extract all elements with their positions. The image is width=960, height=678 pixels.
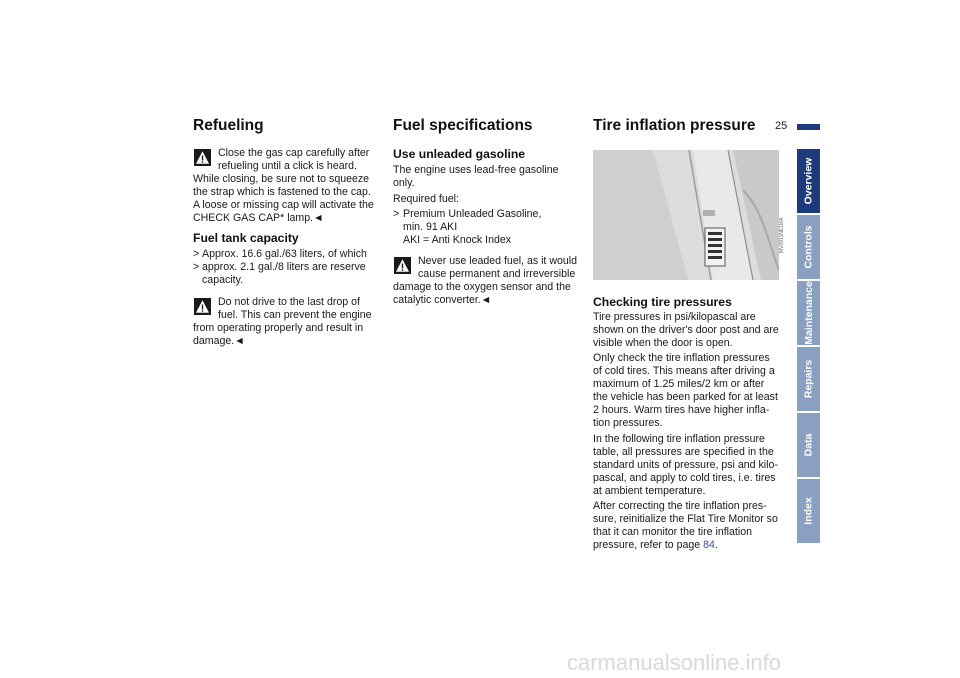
tab-index[interactable]	[797, 479, 820, 543]
fuel-bullet-line: min. 91 AKI	[403, 221, 458, 233]
door-post-photo	[593, 150, 779, 280]
page-number: 25	[775, 120, 788, 132]
tire-text-line: table, all pressures are specified in the	[593, 446, 774, 458]
photo-code: MV0911NE1MA	[779, 217, 785, 253]
tab-repairs-label: Repairs	[802, 359, 815, 399]
refueling-warning-line: Close the gas cap carefully after	[218, 147, 370, 159]
tire-text-line: After correcting the tire inflation pres-	[593, 500, 767, 512]
required-fuel-label: Required fuel:	[393, 193, 459, 205]
tire-text-line: of cold tires. This means after driving a	[593, 365, 775, 377]
tire-text-line: Only check the tire inflation pressures	[593, 352, 770, 364]
tire-text-line: Tire pressures in psi/kilopascal are	[593, 311, 756, 323]
tire-text-line: the vehicle has been parked for at least	[593, 391, 778, 403]
capacity-line: approx. 2.1 gal./8 liters are reserve	[202, 261, 366, 273]
refueling-warning-line: While closing, be sure not to squeeze	[193, 173, 370, 185]
fuel-warning-line: fuel. This can prevent the engine	[218, 309, 372, 321]
tire-text-line: standard units of pressure, psi and kilo-	[593, 459, 778, 471]
leaded-warning-line: damage to the oxygen sensor and the	[393, 281, 571, 293]
refueling-warning-line: A loose or missing cap will activate the	[193, 199, 374, 211]
refueling-warning-line: refueling until a click is heard.	[218, 160, 357, 172]
tire-text-line: 2 hours. Warm tires have higher infla-	[593, 404, 770, 416]
fuel-bullet-line: AKI = Anti Knock Index	[403, 234, 512, 246]
fuel-tank-capacity-heading: Fuel tank capacity	[193, 231, 299, 245]
leaded-warning-line: Never use leaded fuel, as it would	[418, 255, 577, 267]
watermark: carmanualsonline.info	[567, 650, 782, 675]
tire-text-line: tion pressures.	[593, 417, 663, 429]
tire-text-line: at ambient temperature.	[593, 485, 706, 497]
tab-overview[interactable]	[797, 149, 820, 213]
tab-data[interactable]	[797, 413, 820, 477]
tab-maintenance-label: Maintenance	[802, 281, 815, 345]
tire-text-line: sure, reinitialize the Flat Tire Monitor so	[593, 513, 778, 525]
page-reference-link[interactable]: 84	[703, 539, 715, 551]
tab-controls-label: Controls	[802, 225, 815, 269]
tab-index-label: Index	[802, 497, 815, 525]
tire-text-line: maximum of 1.25 miles/2 km or after	[593, 378, 765, 390]
fuel-specifications-title: Fuel specifications	[393, 117, 533, 134]
bullet-marker: >	[193, 248, 200, 260]
tab-overview-label: Overview	[802, 157, 815, 205]
leaded-warning-line: catalytic converter.◄	[393, 294, 492, 306]
bullet-marker: >	[193, 261, 200, 273]
tire-text-line: shown on the driver's door post and are	[593, 324, 779, 336]
fuel-warning-line: from operating properly and result in	[193, 322, 364, 334]
refueling-title: Refueling	[193, 117, 264, 134]
tab-repairs[interactable]	[797, 347, 820, 411]
tire-text-line: pascal, and apply to cold tires, i.e. tires	[593, 472, 776, 484]
tab-maintenance[interactable]	[797, 281, 820, 345]
tire-text-line	[593, 539, 718, 552]
fuel-spec-line: The engine uses lead-free gasoline	[393, 164, 559, 176]
fuel-spec-line: only.	[393, 177, 415, 189]
tire-text-fragment: pressure, refer to page	[593, 539, 704, 551]
unleaded-gasoline-heading: Use unleaded gasoline	[393, 147, 526, 161]
capacity-line: capacity.	[202, 274, 244, 286]
fuel-bullet-line: Premium Unleaded Gasoline,	[403, 208, 542, 220]
door-post-illustration	[593, 150, 779, 280]
tire-inflation-title: Tire inflation pressure	[593, 117, 756, 134]
tire-text-line: In the following tire inflation pressure	[593, 433, 765, 445]
capacity-line: Approx. 16.6 gal./63 liters, of which	[202, 248, 367, 260]
refueling-warning-line: the strap which is fastened to the cap.	[193, 186, 371, 198]
warning-icon	[194, 298, 211, 315]
bullet-marker: >	[393, 208, 400, 220]
tire-text-line: that it can monitor the tire inflation	[593, 526, 752, 538]
tire-text-fragment: .	[714, 539, 718, 551]
fuel-warning-line: Do not drive to the last drop of	[218, 296, 360, 308]
tab-data-label: Data	[802, 433, 815, 457]
tab-controls[interactable]	[797, 215, 820, 279]
warning-icon	[194, 149, 211, 166]
header-bar	[797, 124, 820, 130]
tire-text-line: visible when the door is open.	[593, 337, 733, 349]
leaded-warning-line: cause permanent and irreversible	[418, 268, 576, 280]
warning-icon	[394, 257, 411, 274]
refueling-warning-line: CHECK GAS CAP* lamp.◄	[193, 212, 324, 224]
fuel-warning-line: damage.◄	[193, 335, 245, 347]
checking-tire-pressures-heading: Checking tire pressures	[593, 295, 732, 309]
